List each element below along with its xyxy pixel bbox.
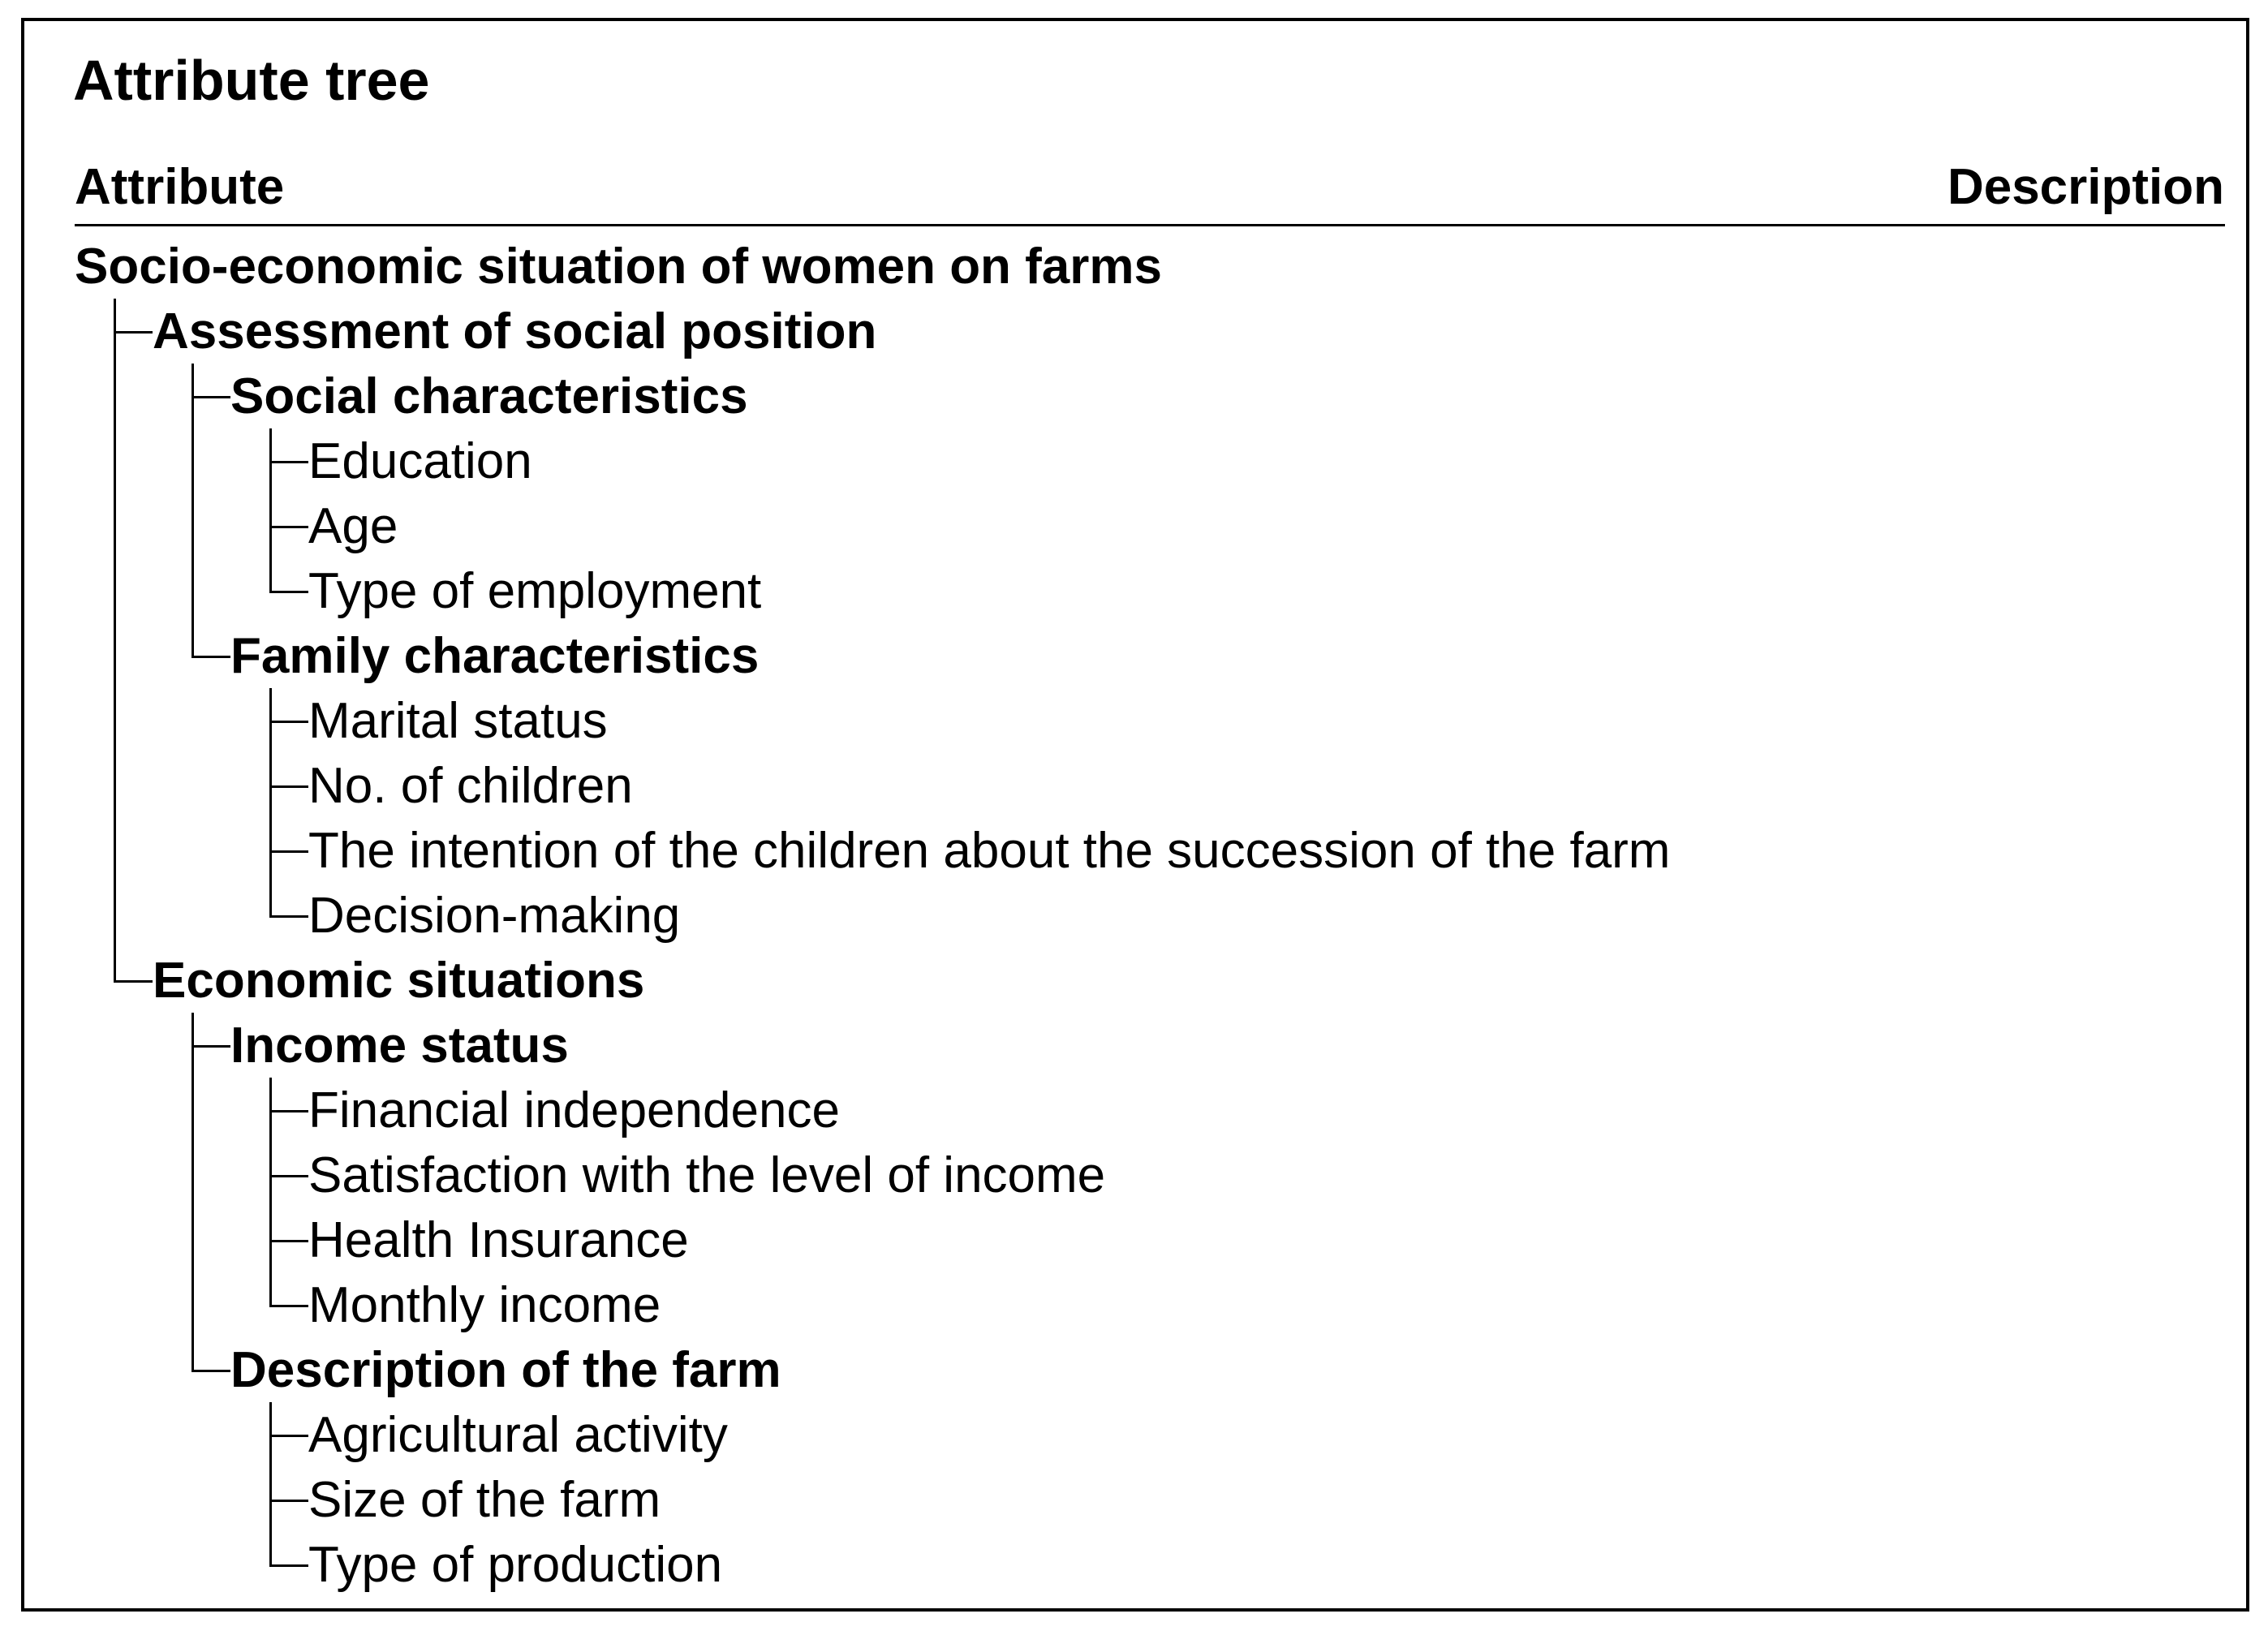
tree-node-the-intention-of-the-children-about-the-succession-of-the-farm: The intention of the children about the succession of the farm [308, 823, 1671, 879]
tree-trunk-connector [192, 364, 194, 658]
panel-title: Attribute tree [73, 49, 430, 112]
tree-trunk-connector [114, 299, 116, 983]
tree-node-family-characteristics: Family characteristics [230, 628, 760, 684]
tree-node-type-of-employment: Type of employment [308, 563, 762, 619]
tree-branch-connector [269, 1110, 308, 1112]
tree-branch-connector [269, 1305, 308, 1307]
tree-branch-connector [269, 915, 308, 918]
tree-node-decision-making: Decision-making [308, 888, 681, 944]
tree-branch-connector [114, 980, 153, 983]
tree-node-assessment-of-social-position: Assessment of social position [153, 303, 877, 359]
tree-node-agricultural-activity: Agricultural activity [308, 1407, 728, 1463]
tree-node-size-of-the-farm: Size of the farm [308, 1472, 661, 1528]
tree-branch-connector [269, 1564, 308, 1567]
tree-branch-connector [269, 526, 308, 528]
column-header-attribute: Attribute [75, 159, 285, 215]
tree-node-social-characteristics: Social characteristics [230, 368, 748, 424]
tree-branch-connector [192, 656, 230, 658]
tree-node-type-of-production: Type of production [308, 1537, 723, 1593]
tree-node-socio-economic-situation-of-women-on-farms: Socio-economic situation of women on farms [75, 239, 1163, 295]
tree-node-age: Age [308, 498, 398, 554]
tree-node-marital-status: Marital status [308, 693, 608, 749]
tree-branch-connector [269, 1435, 308, 1437]
tree-node-education: Education [308, 433, 532, 489]
tree-trunk-connector [269, 428, 272, 593]
tree-node-health-insurance: Health Insurance [308, 1212, 689, 1268]
tree-trunk-connector [269, 1078, 272, 1307]
tree-branch-connector [192, 1370, 230, 1372]
tree-node-financial-independence: Financial independence [308, 1082, 840, 1138]
tree-node-satisfaction-with-the-level-of-income: Satisfaction with the level of income [308, 1147, 1106, 1203]
tree-trunk-connector [269, 688, 272, 918]
tree-node-economic-situations: Economic situations [153, 953, 645, 1009]
tree-node-monthly-income: Monthly income [308, 1277, 661, 1333]
tree-branch-connector [269, 850, 308, 853]
tree-trunk-connector [192, 1013, 194, 1372]
column-header-description: Description [1947, 159, 2224, 215]
tree-branch-connector [269, 785, 308, 788]
tree-branch-connector [269, 1175, 308, 1177]
tree-node-no-of-children: No. of children [308, 758, 633, 814]
tree-node-income-status: Income status [230, 1018, 569, 1074]
tree-branch-connector [269, 721, 308, 723]
tree-trunk-connector [269, 1402, 272, 1567]
tree-node-description-of-the-farm: Description of the farm [230, 1342, 781, 1398]
tree-branch-connector [192, 1045, 230, 1048]
tree-branch-connector [269, 1500, 308, 1502]
tree-branch-connector [269, 1240, 308, 1242]
tree-branch-connector [114, 331, 153, 334]
tree-branch-connector [192, 396, 230, 398]
tree-branch-connector [269, 591, 308, 593]
tree-branch-connector [269, 461, 308, 463]
